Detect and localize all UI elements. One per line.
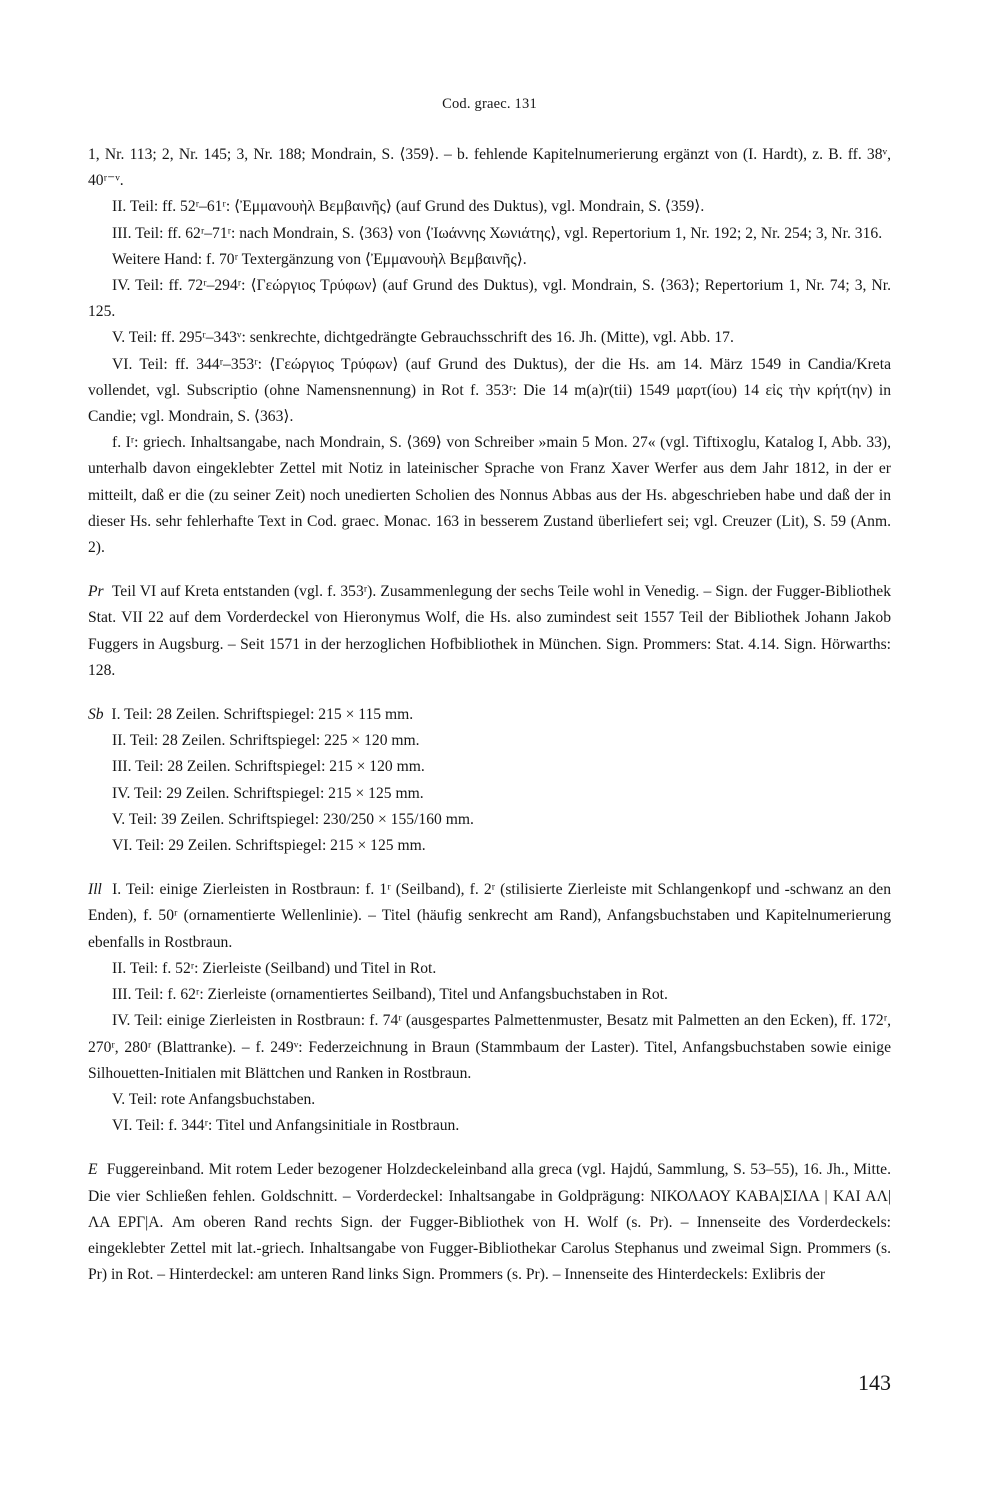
e-paragraph <box>88 1157 891 1288</box>
section-ill <box>88 877 891 1139</box>
ill-paragraph <box>88 877 891 956</box>
sb-line: V. Teil: 39 Zeilen. Schriftspiegel: 230/250 × 155/160 mm. <box>112 810 474 828</box>
intro-paragraph: Weitere Hand: f. 70ʳ Textergänzung von ⟨Ἐμμανουὴλ Βεμβαινῆς⟩. <box>112 250 527 268</box>
sb-text: I. Teil: 28 Zeilen. Schriftspiegel: 215 × 115 mm. <box>111 706 414 724</box>
page-number: 143 <box>858 1370 891 1395</box>
section-label: Ill <box>88 881 102 899</box>
pr-text: Teil VI auf Kreta entstanden (vgl. f. 353ʳ). Zusammenlegung der sechs Teile wohl in Venedig. – Sign. der Fugger-Bibliothek Stat. VII 22 auf dem Vorderdeckel von Hieronymus Wolf, die Hs. also zumindest seit 1557 Teil der Bibliothek Johann Jakob Fuggers in Augsburg. – Seit 1571 in der herzoglichen Hofbibliothek in München. Sign. Prommers: Stat. 4.14. Sign. Hörwarths: 128. <box>88 583 891 679</box>
section-label: Pr <box>88 583 104 601</box>
sb-line: II. Teil: 28 Zeilen. Schriftspiegel: 225 × 120 mm. <box>112 732 420 750</box>
ill-paragraph: III. Teil: f. 62ʳ: Zierleiste (ornamentiertes Seilband), Titel und Anfangsbuchstaben in Rot. <box>112 986 668 1004</box>
section-label: E <box>88 1161 98 1179</box>
sb-line: III. Teil: 28 Zeilen. Schriftspiegel: 215 × 120 mm. <box>112 758 425 776</box>
section-e <box>88 1157 891 1288</box>
intro-block <box>88 142 891 561</box>
intro-paragraph: 1, Nr. 113; 2, Nr. 145; 3, Nr. 188; Mondrain, S. ⟨359⟩. – b. fehlende Kapitelnumerierung ergänzt von (I. Hardt), z. B. ff. 38ᵛ, 40ʳ⁻ᵛ. <box>88 146 891 190</box>
section-pr <box>88 579 891 684</box>
catalogue-text <box>88 142 891 1288</box>
intro-paragraph: f. Iʳ: griech. Inhaltsangabe, nach Mondrain, S. ⟨369⟩ von Schreiber »main 5 Mon. 27« (vgl. Tiftixoglu, Katalog I, Abb. 33), unterhalb davon eingeklebter Zettel mit Notiz in lateinischer Sprache von Franz Xaver Werfer aus dem Jahr 1812, in der er mitteilt, daß er die (zu seiner Zeit) noch unedierten Scholien des Nonnus Abbas aus der Hs. abgeschrieben habe und daß der in dieser Hs. sehr fehlerhafte Text in Cod. graec. Monac. 163 in besserem Zustand überliefert sei; vgl. Creuzer (Lit), S. 59 (Anm. 2). <box>88 434 891 557</box>
sb-line: IV. Teil: 29 Zeilen. Schriftspiegel: 215 × 125 mm. <box>112 784 424 802</box>
sb-line: VI. Teil: 29 Zeilen. Schriftspiegel: 215 × 125 mm. <box>112 837 426 855</box>
running-head: Cod. graec. 131 <box>442 96 537 112</box>
e-text: Fuggereinband. Mit rotem Leder bezogener Holzdeckeleinband alla greca (vgl. Hajdú, Sammlung, S. 53–55), 16. Jh., Mitte. Die vier Schließen fehlen. Goldschnitt. – Vorderdeckel: Inhaltsangabe in Goldprägung: ΝΙΚΟΛΑΟΥ ΚΑΒΑ|ΣΙΛΑ | ΚΑΙ ΑΛ|ΛΑ ΕΡΓ|Α. Am oberen Rand rechts Sign. der Fugger-Bibliothek von H. Wolf (s. Pr). – Innenseite des Vorderdeckels: eingeklebter Zettel mit lat.-griech. Inhaltsangabe von Fugger-Bibliothekar Carolus Stephanus und zweimal Sign. Prommers (s. Pr) in Rot. – Hinterdeckel: am unteren Rand links Sign. Prommers (s. Pr). – Innenseite des Hinterdeckels: Exlibris der <box>88 1161 891 1284</box>
intro-paragraph: IV. Teil: ff. 72ʳ–294ʳ: ⟨Γεώργιος Τρύφων⟩ (auf Grund des Duktus), vgl. Mondrain, S. ⟨363⟩; Repertorium 1, Nr. 74; 3, Nr. 125. <box>88 277 891 321</box>
intro-paragraph: V. Teil: ff. 295ʳ–343ᵛ: senkrechte, dichtgedrängte Gebrauchsschrift des 16. Jh. (Mitte), vgl. Abb. 17. <box>112 329 734 347</box>
document-page <box>88 0 891 1507</box>
ill-text: I. Teil: einige Zierleisten in Rostbraun: f. 1ʳ (Seilband), f. 2ʳ (stilisierte Zierleiste mit Schlangenkopf und -schwanz an den Enden), f. 50ʳ (ornamentierte Wellenlinie). – Titel (häufig senkrecht am Rand), Anfangsbuchstaben und Kapitelnumerierung ebenfalls in Rostbraun. <box>88 881 891 951</box>
section-sb <box>88 702 891 859</box>
intro-paragraph: III. Teil: ff. 62ʳ–71ʳ: nach Mondrain, S. ⟨363⟩ von ⟨Ἰωάννης Χωνιάτης⟩, vgl. Repertorium 1, Nr. 192; 2, Nr. 254; 3, Nr. 316. <box>112 224 883 242</box>
section-label: Sb <box>88 706 104 724</box>
pr-paragraph <box>88 579 891 684</box>
intro-paragraph: VI. Teil: ff. 344ʳ–353ʳ: ⟨Γεώργιος Τρύφων⟩ (auf Grund des Duktus), der die Hs. am 14. März 1549 in Candia/Kreta vollendet, vgl. Subscriptio (ohne Namensnennung) in Rot f. 353ʳ: Die 14 m(a)r(tii) 1549 μαρτ(ίου) 14 εἰς τὴν κρήτ(ην) in Candie; vgl. Mondrain, S. ⟨363⟩. <box>88 355 891 426</box>
ill-paragraph: II. Teil: f. 52ʳ: Zierleiste (Seilband) und Titel in Rot. <box>112 959 437 977</box>
ill-paragraph: VI. Teil: f. 344ʳ: Titel und Anfangsinitiale in Rostbraun. <box>112 1117 460 1135</box>
sb-line <box>88 702 891 728</box>
intro-paragraph: II. Teil: ff. 52ʳ–61ʳ: ⟨Ἐμμανουὴλ Βεμβαινῆς⟩ (auf Grund des Duktus), vgl. Mondrain, S. ⟨359⟩. <box>112 198 705 216</box>
ill-paragraph: IV. Teil: einige Zierleisten in Rostbraun: f. 74ʳ (ausgespartes Palmettenmuster, Besatz mit Palmetten an den Ecken), ff. 172ʳ, 270ʳ, 280ʳ (Blattranke). – f. 249ᵛ: Federzeichnung in Braun (Stammbaum der Laster). Titel, Anfangsbuchstaben sowie einige Silhouetten-Initialen mit Blättchen und Ranken in Rostbraun. <box>88 1012 891 1082</box>
ill-paragraph: V. Teil: rote Anfangsbuchstaben. <box>112 1090 316 1108</box>
